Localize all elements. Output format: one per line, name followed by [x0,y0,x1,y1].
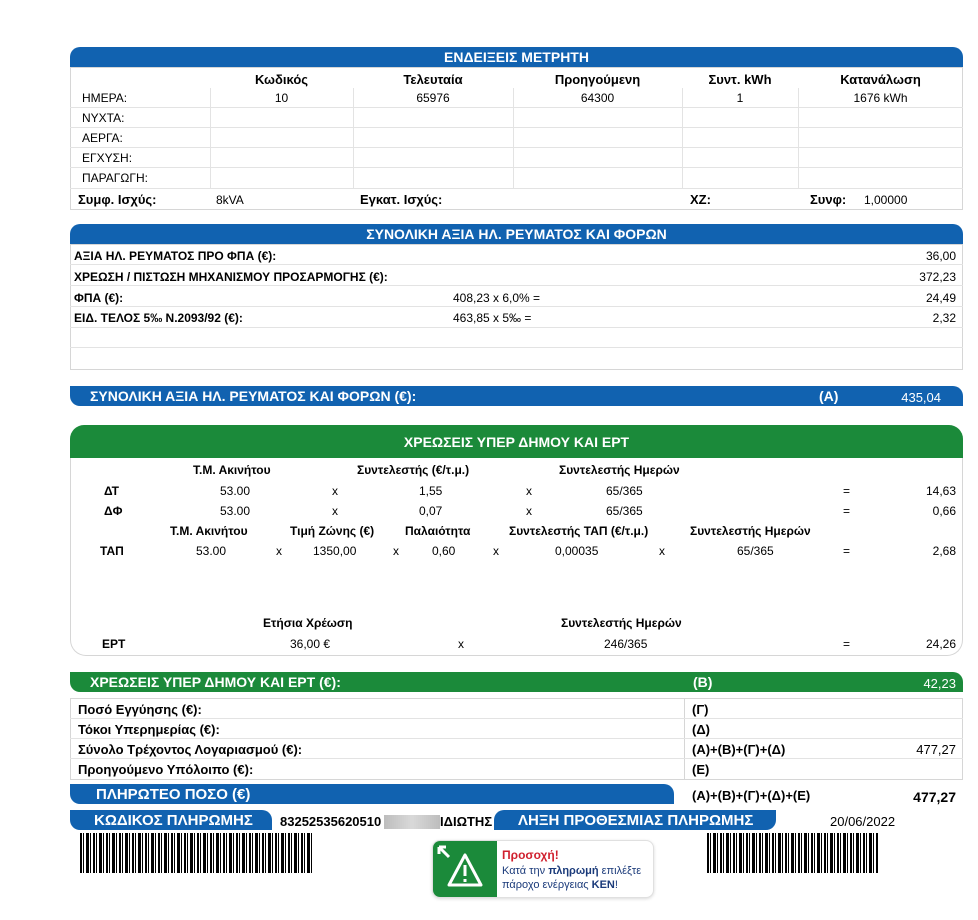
ert-annual: 36,00 € [290,637,331,651]
energy-total-value: 435,04 [901,390,941,405]
dt-sqm: 53.00 [220,484,251,498]
ert-value: 24,26 [925,637,956,651]
df-value: 0,66 [932,504,956,518]
energy-title: ΣΥΝΟΛΙΚΗ ΑΞΙΑ ΗΛ. ΡΕΥΜΑΤΟΣ ΚΑΙ ΦΟΡΩΝ [70,224,963,244]
tap-age: 0,60 [432,544,456,558]
ert-x: x [458,637,464,651]
tap-label: ΤΑΠ [100,544,124,558]
energy-total-tag: (Α) [819,388,839,404]
previous-balance-label: Προηγούμενο Υπόλοιπο (€): [78,762,254,777]
col-last: Τελευταία [403,72,463,87]
tap-zone: 1350,00 [313,544,357,558]
dt-header-days: Συντελεστής Ημερών [559,463,680,477]
installed-power-label: Εγκατ. Ισχύς: [360,192,443,207]
vat-label: ΦΠΑ (€): [74,291,124,305]
ert-eq: = [843,637,851,651]
df-sqm: 53.00 [220,504,251,518]
ert-header-days: Συντελεστής Ημερών [561,616,682,630]
energy-label: ΑΞΙΑ ΗΛ. ΡΕΥΜΑΤΟΣ ΠΡΟ ΦΠΑ (€): [74,249,277,263]
df-days: 65/365 [606,504,643,518]
xz-label: ΧΖ: [690,192,711,207]
municipal-total-label: ΧΡΕΩΣΕΙΣ ΥΠΕΡ ΔΗΜΟΥ ΚΑΙ ΕΡΤ (€): [90,674,341,690]
dt-rate: 1,55 [419,484,443,498]
tap-x2: x [393,544,399,558]
tap-header-sqm: Τ.Μ. Ακινήτου [170,524,248,538]
energy-value: 36,00 [925,249,956,263]
notice-card [432,840,654,898]
row-label-reactive: ΑΕΡΓΑ: [82,131,123,145]
municipal-title: ΧΡΕΩΣΕΙΣ ΥΠΕΡ ΔΗΜΟΥ ΚΑΙ ΕΡΤ [70,425,963,458]
tap-sqm: 53.00 [196,544,227,558]
day-coef: 1 [736,91,744,105]
right-barcode [707,833,879,873]
adjustment-label: ΧΡΕΩΣΗ / ΠΙΣΤΩΣΗ ΜΗΧΑΝΙΣΜΟΥ ΠΡΟΣΑΡΜΟΓΗΣ (€): [74,270,388,284]
cosphi-value: 1,00000 [864,193,908,207]
tap-header-days: Συντελεστής Ημερών [690,524,811,538]
row-label-production: ΠΑΡΑΓΩΓΗ: [82,171,148,185]
tap-value: 2,68 [932,544,956,558]
col-code: Κωδικός [254,72,309,87]
tap-header-zone: Τιμή Ζώνης (€) [290,524,375,538]
df-eq: = [843,504,851,518]
day-prev: 64300 [580,91,615,105]
ert-days: 246/365 [604,637,648,651]
day-consumption: 1676 kWh [853,91,908,105]
tap-header-age: Παλαιότητα [405,524,471,538]
notice-line2-pre: πάροχο ενέργειας [502,879,592,891]
col-prev: Προηγούμενη [554,72,641,87]
tap-x3: x [493,544,499,558]
payment-code-suffix: ΙΔΙΩΤΗΣ [440,814,493,829]
tap-days: 65/365 [737,544,774,558]
dt-value: 14,63 [925,484,956,498]
dt-header-rate: Συντελεστής (€/τ.μ.) [357,463,470,477]
left-barcode [80,833,312,873]
special-fee-value: 2,32 [932,311,956,325]
deposit-tag: (Γ) [692,702,709,717]
tap-x1: x [276,544,282,558]
dt-x2: x [526,484,532,498]
tap-x4: x [659,544,665,558]
pay-tag: (Α)+(Β)+(Γ)+(Δ)+(Ε) [692,788,811,803]
dt-header-sqm: Τ.Μ. Ακινήτου [193,463,271,477]
df-x1: x [332,504,338,518]
dt-days: 65/365 [606,484,643,498]
payment-code-label: ΚΩΔΙΚΟΣ ΠΛΗΡΩΜΗΣ [94,812,253,829]
deposit-label: Ποσό Εγγύησης (€): [78,702,202,717]
ert-label: ΕΡΤ [102,637,126,651]
notice-title: Προσοχή! [502,848,559,862]
ert-header-annual: Ετήσια Χρέωση [263,616,353,630]
notice-line1 [502,865,641,877]
municipal-total-tag: (Β) [693,674,713,690]
current-total-tag: (Α)+(Β)+(Γ)+(Δ) [692,742,786,757]
df-rate: 0,07 [419,504,443,518]
cosphi-label: Συνφ: [810,192,847,207]
redacted-block [384,815,440,829]
municipal-total-value: 42,23 [923,676,956,691]
col-consumption: Κατανάλωση [840,72,921,87]
row-label-night: ΝΥΧΤΑ: [82,111,125,125]
df-label: ΔΦ [104,504,123,518]
contract-power-label: Συμφ. Ισχύς: [78,192,157,207]
notice-line2 [502,879,618,891]
row-label-injection: ΕΓΧΥΣΗ: [82,151,133,165]
contract-power-value: 8kVA [216,193,244,207]
dt-x1: x [332,484,338,498]
dt-eq: = [843,484,851,498]
tap-header-rate: Συντελεστής ΤΑΠ (€/τ.μ.) [509,524,649,538]
current-total-value: 477,27 [916,742,956,757]
notice-line1-bold: πληρωμή [548,865,599,877]
interest-label: Τόκοι Υπερημερίας (€): [78,722,220,737]
notice-line2-post: ! [614,879,618,891]
meter-title: ΕΝΔΕΙΞΕΙΣ ΜΕΤΡΗΤΗ [70,47,963,67]
payment-code-value: 83252535620510 [280,814,382,829]
previous-balance-tag: (Ε) [692,762,710,777]
day-code: 10 [274,91,289,105]
row-label-day: ΗΜΕΡΑ: [82,91,128,105]
warning-icon [433,841,497,897]
vat-calc: 408,23 x 6,0% = [453,291,541,305]
tap-eq: = [843,544,851,558]
df-x2: x [526,504,532,518]
energy-total-label: ΣΥΝΟΛΙΚΗ ΑΞΙΑ ΗΛ. ΡΕΥΜΑΤΟΣ ΚΑΙ ΦΟΡΩΝ (€): [90,388,417,404]
day-last: 65976 [416,91,450,105]
due-date-value: 20/06/2022 [830,814,896,829]
dt-label: ΔΤ [104,484,119,498]
adjustment-value: 372,23 [919,270,956,284]
vat-value: 24,49 [925,291,956,305]
notice-line2-bold: ΚΕΝ [591,879,615,891]
special-fee-label: ΕΙΔ. ΤΕΛΟΣ 5‰ Ν.2093/92 (€): [74,311,243,325]
current-total-label: Σύνολο Τρέχοντος Λογαριασμού (€): [78,742,303,757]
col-coef: Συντ. kWh [708,72,772,87]
special-fee-calc: 463,85 x 5‰ = [453,311,532,325]
interest-tag: (Δ) [692,722,711,737]
tap-rate: 0,00035 [555,544,599,558]
pay-value: 477,27 [913,789,956,805]
due-date-label: ΛΗΞΗ ΠΡΟΘΕΣΜΙΑΣ ΠΛΗΡΩΜΗΣ [518,812,754,829]
pay-label: ΠΛΗΡΩΤΕΟ ΠΟΣΟ (€) [96,786,251,803]
notice-line1-post: επιλέξτε [598,865,642,877]
notice-line1-pre: Κατά την [502,865,549,877]
